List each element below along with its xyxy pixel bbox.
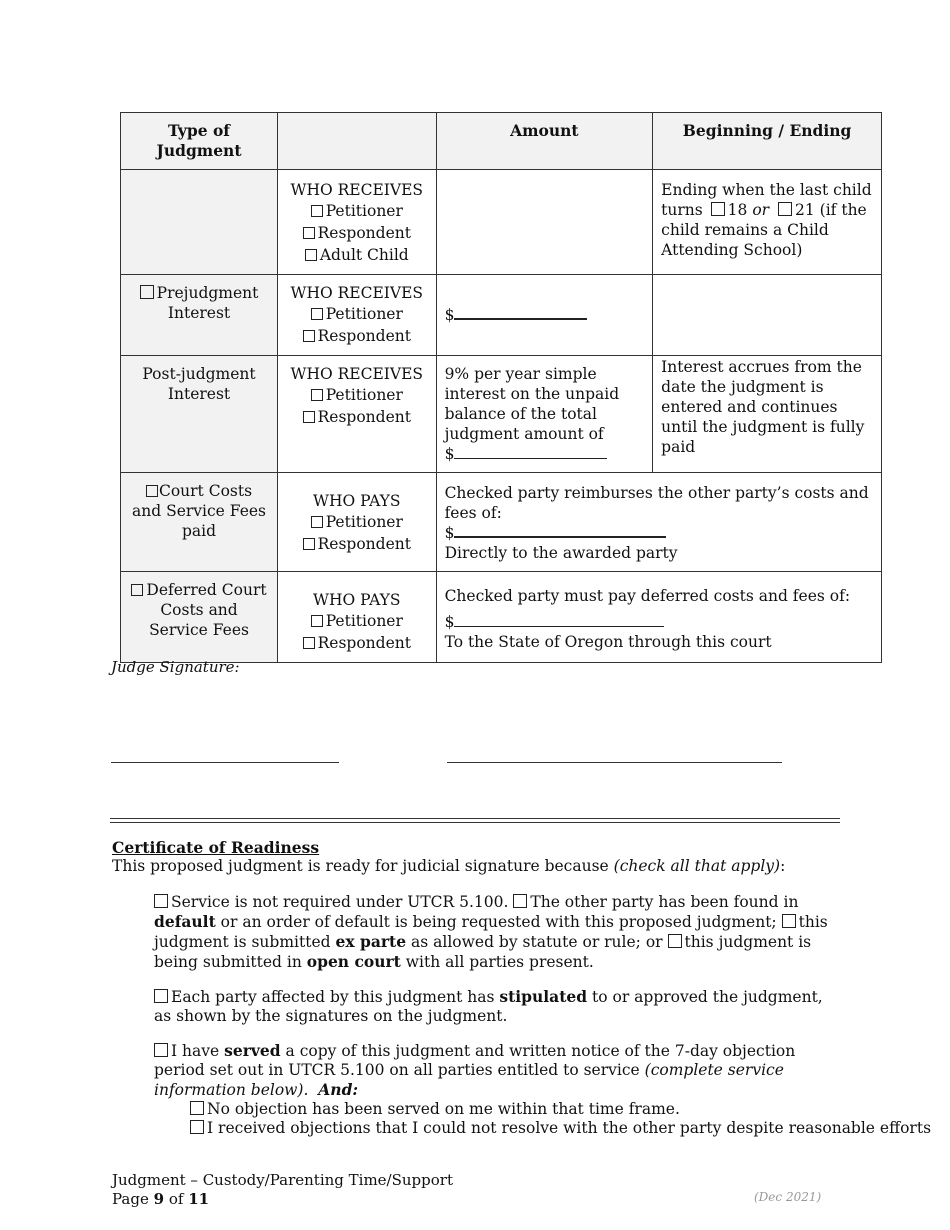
petitioner-checkbox[interactable] <box>311 516 323 528</box>
who-cell <box>278 356 437 473</box>
who-receives-label: WHO RECEIVES <box>290 284 424 302</box>
reimburse-text: Checked party reimburses the other party’s costs and fees of: <box>444 484 869 522</box>
type-cell <box>121 473 278 572</box>
page-number <box>112 1190 453 1209</box>
option-text: Each party affected by this judgment has <box>171 988 495 1006</box>
prejudgment-amount-field[interactable] <box>454 318 587 320</box>
option-text: No objection has been served on me within that time frame. <box>207 1100 680 1118</box>
option-label: Respondent <box>317 224 411 242</box>
intro-italic: (check all that apply) <box>613 857 781 875</box>
option-label: Respondent <box>317 327 411 345</box>
option-text: this judgment is being submitted in <box>154 933 812 971</box>
ending-cell: Interest accrues from the date the judgment is entered and continues until the judgment is fully paid <box>653 356 882 473</box>
header-beginning-ending: Beginning / Ending <box>653 113 882 170</box>
dollar-sign: $ <box>444 306 455 324</box>
payment-method-text: Directly to the awarded party <box>444 544 678 562</box>
readiness-option-served <box>154 1041 842 1100</box>
amount-cell <box>436 275 653 356</box>
type-cell <box>121 572 278 663</box>
option-text: The other party has been found in <box>530 893 799 911</box>
option-text: I have <box>171 1042 220 1060</box>
respondent-checkbox[interactable] <box>303 330 315 342</box>
type-label: Deferred Court Costs and Service Fees <box>146 581 267 639</box>
petitioner-checkbox[interactable] <box>311 389 323 401</box>
option-bold: ex parte <box>335 932 407 951</box>
header-amount: Amount <box>436 113 653 170</box>
page-prefix: Page <box>112 1190 149 1208</box>
option-text: as allowed by statute or rule; or <box>411 933 663 951</box>
ending-cell <box>653 170 882 275</box>
section-divider <box>110 818 840 823</box>
total-judgment-amount-field[interactable] <box>454 458 607 459</box>
revision-date: (Dec 2021) <box>754 1190 822 1204</box>
petitioner-checkbox[interactable] <box>311 308 323 320</box>
amount-cell <box>436 572 881 663</box>
state-text: To the State of Oregon through this court <box>444 633 772 651</box>
option-text: I received objections that I could not resolve with the other party despite reasonable efforts <box>207 1119 932 1137</box>
ex-parte-checkbox[interactable] <box>782 914 796 928</box>
header-who <box>278 113 437 170</box>
type-cell <box>121 170 278 275</box>
page-of: of <box>168 1190 184 1208</box>
who-cell <box>278 572 437 663</box>
table-row <box>121 473 882 572</box>
table-row <box>121 170 882 275</box>
readiness-option-stipulated <box>154 987 842 1026</box>
option-bold: stipulated <box>499 987 588 1006</box>
option-italic: (complete service information below). <box>154 1061 784 1099</box>
option-bold: default <box>154 912 216 931</box>
petitioner-checkbox[interactable] <box>311 615 323 627</box>
page-footer <box>112 1171 453 1209</box>
who-receives-label: WHO RECEIVES <box>290 365 424 383</box>
served-checkbox[interactable] <box>154 1043 168 1057</box>
dollar-sign: $ <box>444 445 455 463</box>
option-text: or an order of default is being requested with this proposed judgment; <box>220 913 777 931</box>
ending-cell <box>653 275 882 356</box>
interest-text: 9% per year simple interest on the unpaid balance of the total judgment amount of <box>444 365 620 443</box>
option-text: Service is not required under UTCR 5.100. <box>171 893 509 911</box>
deferred-text: Checked party must pay deferred costs and fees of: <box>444 587 851 605</box>
option-label: Adult Child <box>319 246 409 264</box>
table-header-row <box>121 113 882 170</box>
age-21-checkbox[interactable] <box>778 202 792 216</box>
option-text: with all parties present. <box>405 953 594 971</box>
petitioner-checkbox[interactable] <box>311 205 323 217</box>
sub-option-objections-received <box>190 1119 932 1138</box>
objections-received-checkbox[interactable] <box>190 1120 204 1134</box>
option-label: Petitioner <box>325 386 403 404</box>
who-pays-label: WHO PAYS <box>313 591 401 609</box>
certificate-title: Certificate of Readiness <box>112 838 320 857</box>
court-costs-amount-field[interactable] <box>454 536 666 538</box>
intro-text: This proposed judgment is ready for judicial signature because <box>112 857 609 875</box>
service-not-required-checkbox[interactable] <box>154 894 168 908</box>
option-text: to or approved the judgment, as shown by the signatures on the judgment. <box>154 988 823 1025</box>
who-cell <box>278 473 437 572</box>
type-cell <box>121 275 278 356</box>
judge-signature-label: Judge Signature: <box>111 658 240 676</box>
option-bold: open court <box>306 952 401 971</box>
type-label: Court Costs and Service Fees paid <box>132 482 266 540</box>
respondent-checkbox[interactable] <box>303 227 315 239</box>
who-cell <box>278 170 437 275</box>
age-18-label: 18 <box>727 201 748 219</box>
option-label: Petitioner <box>325 305 403 323</box>
page-current: 9 <box>153 1190 165 1208</box>
who-cell <box>278 275 437 356</box>
who-pays-label: WHO PAYS <box>313 492 401 510</box>
page-total: 11 <box>188 1190 210 1208</box>
age-18-checkbox[interactable] <box>711 202 725 216</box>
amount-cell <box>436 170 653 275</box>
option-label: Petitioner <box>325 202 403 220</box>
dollar-sign: $ <box>444 524 455 542</box>
form-title: Judgment – Custody/Parenting Time/Support <box>112 1171 453 1189</box>
option-text: a copy of this judgment and written notice of the 7-day objection period set out in UTCR 5.100 on all parties entitled to service <box>154 1042 796 1079</box>
amount-cell <box>436 473 881 572</box>
prejudgment-checkbox[interactable] <box>140 285 154 299</box>
option-label: Petitioner <box>325 513 403 531</box>
certificate-intro <box>112 857 842 876</box>
table-row <box>121 572 882 663</box>
respondent-checkbox[interactable] <box>303 637 315 649</box>
court-costs-checkbox[interactable] <box>146 485 158 497</box>
deferred-amount-field[interactable] <box>454 626 664 627</box>
option-label: Respondent <box>317 535 411 553</box>
intro-end: : <box>780 857 786 875</box>
option-bold: served <box>224 1041 281 1060</box>
option-label: Respondent <box>317 408 411 426</box>
sub-option-no-objection <box>190 1100 842 1119</box>
adult-child-checkbox[interactable] <box>305 249 317 261</box>
readiness-option-service <box>154 893 842 972</box>
deferred-costs-checkbox[interactable] <box>131 584 143 596</box>
respondent-checkbox[interactable] <box>303 411 315 423</box>
option-label: Petitioner <box>325 612 403 630</box>
and-label: And: <box>318 1080 359 1099</box>
judge-signature-line[interactable] <box>447 762 782 763</box>
ending-text: Ending when the last child turns <box>661 181 872 219</box>
option-label: Respondent <box>317 634 411 652</box>
option-text: this judgment is submitted <box>154 913 828 951</box>
open-court-checkbox[interactable] <box>668 934 682 948</box>
stipulated-checkbox[interactable] <box>154 989 168 1003</box>
certificate-of-readiness <box>112 838 932 1138</box>
type-label: Prejudgment Interest <box>156 284 259 322</box>
table-row <box>121 356 882 473</box>
signature-date-line[interactable] <box>111 762 339 763</box>
amount-cell <box>436 356 653 473</box>
who-receives-label: WHO RECEIVES <box>290 181 424 199</box>
age-21-label: 21 (if the child remains a Child Attending School) <box>661 201 867 259</box>
or-text: or <box>752 201 770 219</box>
table-row <box>121 275 882 356</box>
no-objection-checkbox[interactable] <box>190 1101 204 1115</box>
respondent-checkbox[interactable] <box>303 538 315 550</box>
dollar-sign: $ <box>444 613 455 631</box>
default-checkbox[interactable] <box>513 894 527 908</box>
header-type: Type of Judgment <box>121 113 278 170</box>
type-cell: Post-judgment Interest <box>121 356 278 473</box>
judgment-table <box>120 112 882 663</box>
